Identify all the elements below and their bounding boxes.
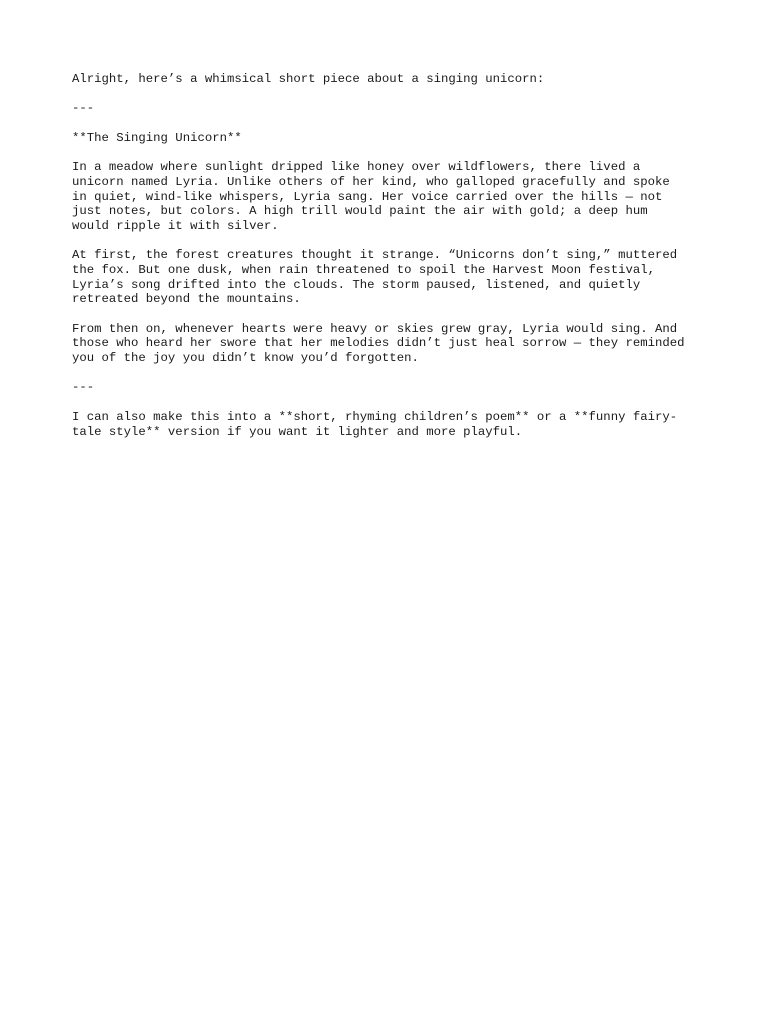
separator-line: --- (72, 380, 95, 395)
intro-line: Alright, here’s a whimsical short piece about a singing unicorn: (72, 72, 545, 86)
paragraph-line: would ripple it with silver. (72, 218, 279, 233)
separator-top (72, 101, 702, 116)
separator-bottom (72, 380, 702, 395)
paragraph-line: those who heard her swore that her melodies didn’t just heal sorrow — they reminded (72, 336, 685, 351)
outro-line: tale style** version if you want it lighter and more playful. (72, 424, 523, 439)
paragraph-line: in quiet, wind-like whispers, Lyria sang. Her voice carried over the hills — not (72, 189, 663, 204)
paragraph-line: the fox. But one dusk, when rain threatened to spoil the Harvest Moon festival, (72, 262, 655, 277)
outro-text (72, 410, 702, 439)
paragraph-line: you of the joy you didn’t know you’d forgotten. (72, 351, 419, 366)
document-page (72, 72, 702, 454)
paragraph-line: In a meadow where sunlight dripped like honey over wildflowers, there lived a (72, 160, 641, 175)
paragraph-2 (72, 248, 702, 307)
paragraph-1 (72, 160, 702, 233)
paragraph-3 (72, 322, 702, 366)
paragraph-line: At first, the forest creatures thought it strange. “Unicorns don’t sing,” muttered (72, 248, 678, 263)
separator-line: --- (72, 101, 95, 116)
story-title (72, 131, 702, 146)
paragraph-line: Lyria’s song drifted into the clouds. The storm paused, listened, and quietly (72, 277, 641, 292)
intro-text (72, 72, 702, 87)
paragraph-line: From then on, whenever hearts were heavy or skies grew gray, Lyria would sing. And (72, 321, 678, 336)
paragraph-line: retreated beyond the mountains. (72, 292, 301, 307)
paragraph-line: just notes, but colors. A high trill would paint the air with gold; a deep hum (72, 204, 648, 219)
outro-line: I can also make this into a **short, rhyming children’s poem** or a **funny fairy- (72, 409, 678, 424)
title-line: **The Singing Unicorn** (72, 130, 242, 145)
paragraph-line: unicorn named Lyria. Unlike others of her kind, who galloped gracefully and spoke (72, 174, 670, 189)
